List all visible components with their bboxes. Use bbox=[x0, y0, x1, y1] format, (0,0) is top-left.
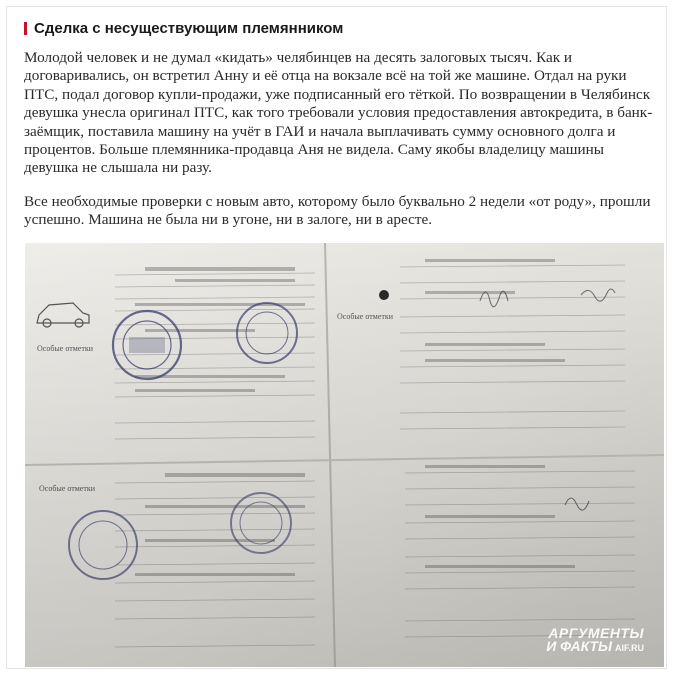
logo-site: AIF.RU bbox=[615, 643, 644, 653]
aif-logo bbox=[546, 627, 644, 655]
logo-line-2: И ФАКТЫ bbox=[546, 638, 612, 654]
heading-accent-bar bbox=[24, 22, 27, 35]
logo-line-1: АРГУМЕНТЫ bbox=[548, 625, 644, 641]
section-heading bbox=[24, 20, 654, 37]
pts-document-image bbox=[25, 243, 664, 667]
article-paragraph-1: Молодой человек и не думал «кидать» челябинцев на десять залоговых тысяч. Как и договаривались, он встретил Анну и её отца на вокзале всё на той же машине. Отдал на руки ПТС, подал договор купли-продажи, уже подписанный его тёткой. По возвращении в Челябинск девушка унесла оригинал ПТС, как того требовали условия предоставления автокредита, в банк-заёмщик, поставила машину на учёт в ГАИ и начала выплачивать сумму основного долга и процентов. Больше племянника-продавца Аня не видела. Саму якобы владелицу машины девушка не слышала ни разу. bbox=[24, 49, 653, 177]
heading-text: Сделка с несуществующим племянником bbox=[34, 20, 344, 37]
article-paragraph-2: Все необходимые проверки с новым авто, которому было буквально 2 недели «от роду», прошли успешно. Машина не была ни в угоне, ни в залоге, ни в аресте. bbox=[24, 193, 651, 229]
document-photo bbox=[25, 243, 664, 667]
